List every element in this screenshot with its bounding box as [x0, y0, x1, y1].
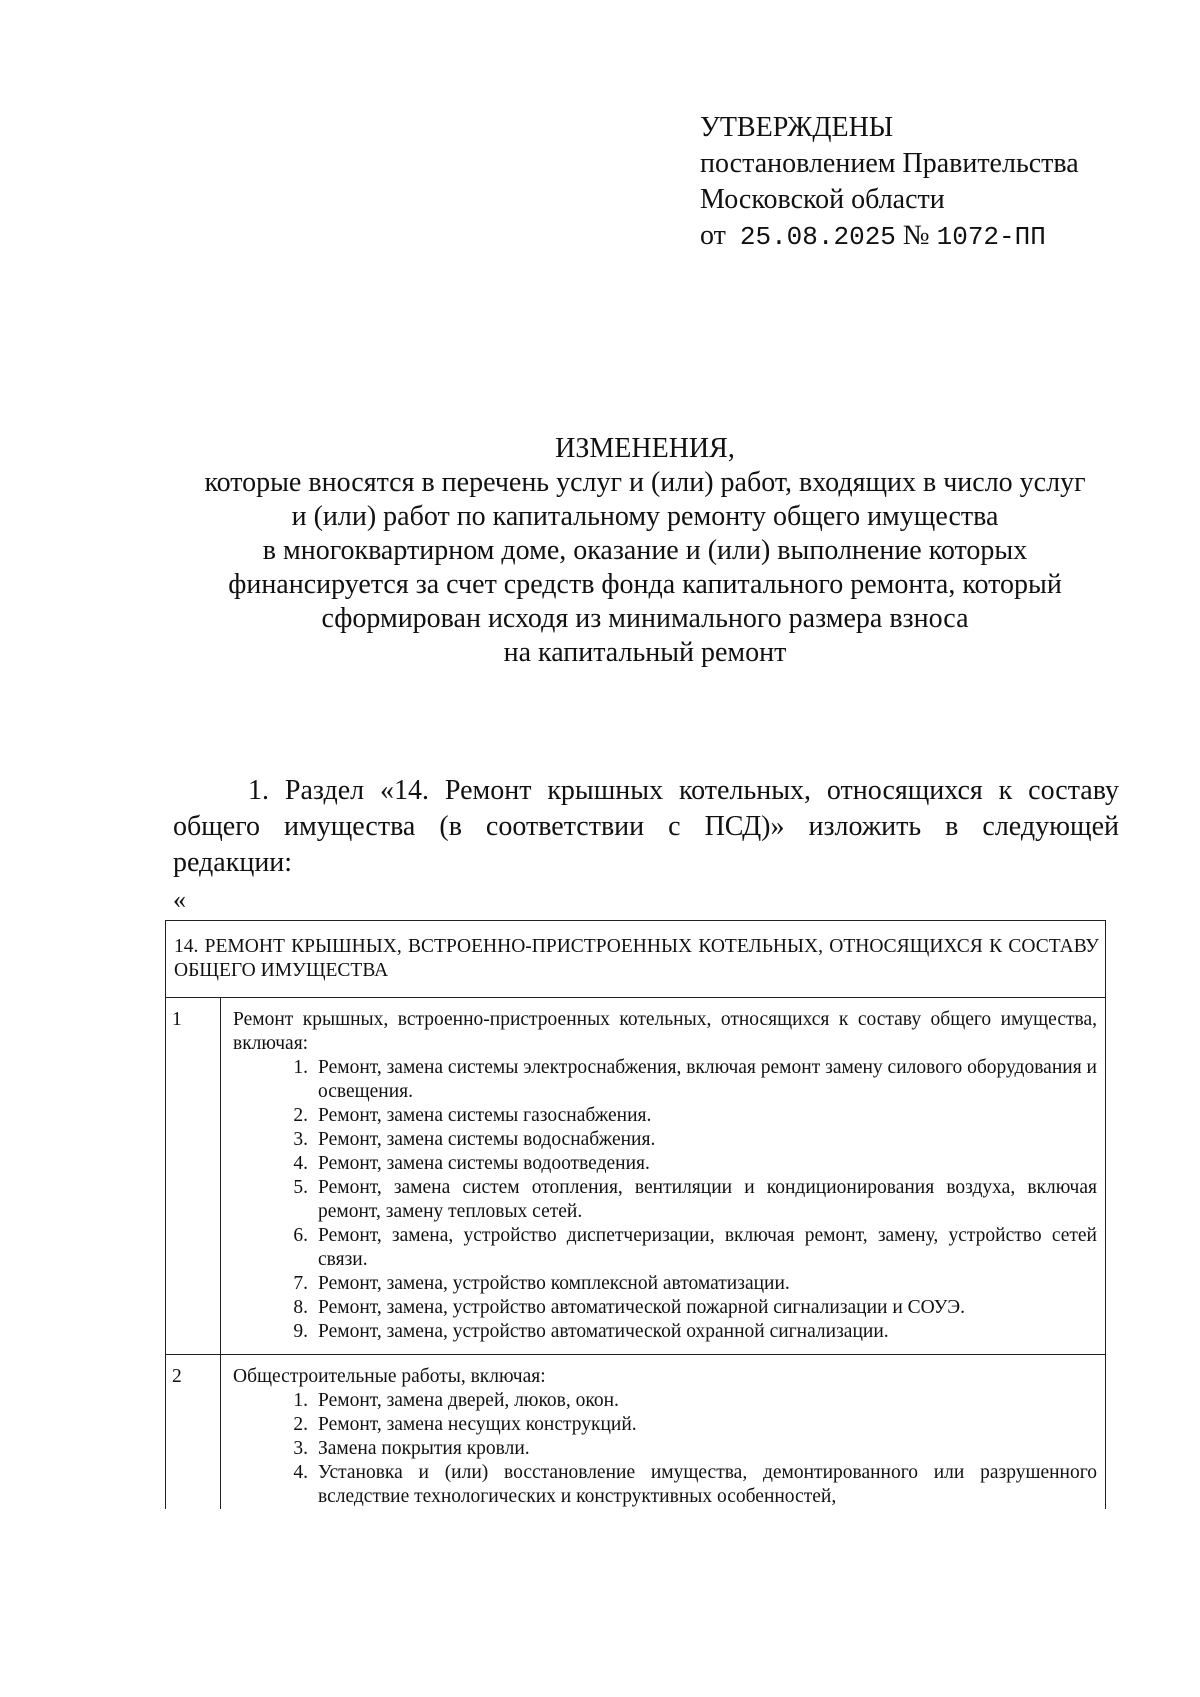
- list-item: [233, 1389, 1097, 1413]
- table-header-cell: 14. РЕМОНТ КРЫШНЫХ, ВСТРОЕННО-ПРИСТРОЕННЫХ КОТЕЛЬНЫХ, ОТНОСЯЩИХСЯ К СОСТАВУ ОБЩЕГО ИМУЩЕСТВА: [166, 921, 1106, 998]
- item-text: Ремонт, замена системы электроснабжения, включая ремонт замену силового оборудования и освещения.: [318, 1057, 1097, 1102]
- title-line: и (или) работ по капитальному ремонту общего имущества: [291, 501, 999, 532]
- item-number: 3.: [293, 1129, 308, 1150]
- approval-block: [700, 110, 1079, 255]
- title-line: финансируется за счет средств фонда капитального ремонта, который: [228, 569, 1062, 600]
- row-item-list: [233, 1389, 1097, 1509]
- list-item: [233, 1272, 1097, 1296]
- row-number: 1: [166, 998, 221, 1355]
- row-intro: Общестроительные работы, включая:: [233, 1366, 546, 1387]
- list-item: [233, 1128, 1097, 1152]
- item-text: Ремонт, замена дверей, люков, окон.: [318, 1390, 619, 1411]
- title-line: в многоквартирном доме, оказание и (или) выполнение которых: [262, 535, 1028, 566]
- list-item: [233, 1176, 1097, 1224]
- row-number: 2: [166, 1355, 221, 1510]
- item-number: 2.: [293, 1414, 308, 1435]
- item-text: Ремонт, замена системы водоснабжения.: [318, 1129, 656, 1150]
- item-text: Ремонт, замена, устройство диспетчеризации, включая ремонт, замену, устройство сетей связи.: [318, 1225, 1097, 1270]
- item-text: Ремонт, замена, устройство комплексной автоматизации.: [318, 1273, 790, 1294]
- title-heading: ИЗМЕНЕНИЯ,: [555, 433, 735, 464]
- approval-heading: УТВЕРЖДЕНЫ: [700, 112, 894, 143]
- list-item: [233, 1224, 1097, 1272]
- item-number: 9.: [293, 1321, 308, 1342]
- item-text: Ремонт, замена, устройство автоматической охранной сигнализации.: [318, 1321, 889, 1342]
- item-number: 3.: [293, 1438, 308, 1459]
- row-item-list: [233, 1056, 1097, 1344]
- approval-line-2: Московской области: [700, 184, 945, 215]
- item-number: 8.: [293, 1297, 308, 1318]
- number-value: 1072-ПП: [936, 222, 1046, 252]
- paragraph-line: общего имущества (в соответствии с ПСД)» изложить в следующей: [173, 811, 1119, 842]
- table-header-row: [166, 921, 1106, 998]
- list-item: [233, 1152, 1097, 1176]
- list-item: [233, 1461, 1097, 1509]
- date-prefix: от: [700, 220, 726, 251]
- list-item: [233, 1104, 1097, 1128]
- list-item: [233, 1320, 1097, 1344]
- row-intro: Ремонт крышных, встроенно-пристроенных котельных, относящихся к составу общего имущества, включая:: [233, 1009, 1097, 1054]
- item-number: 7.: [293, 1273, 308, 1294]
- list-item: [233, 1056, 1097, 1104]
- item-text: Установка и (или) восстановление имущества, демонтированного или разрушенного вследствие технологических и конструктивных особенностей,: [318, 1462, 1097, 1507]
- item-text: Ремонт, замена несущих конструкций.: [318, 1414, 637, 1435]
- item-text: Ремонт, замена системы газоснабжения.: [318, 1105, 652, 1126]
- title-line: на капитальный ремонт: [503, 637, 787, 668]
- row-content: [221, 1355, 1106, 1510]
- row-content: [221, 998, 1106, 1355]
- approval-date-line: [700, 218, 1079, 255]
- paragraph-line: 1. Раздел «14. Ремонт крышных котельных, относящихся к составу: [248, 775, 1119, 806]
- list-item: [233, 1437, 1097, 1461]
- paragraph-line: редакции:: [173, 847, 293, 878]
- item-text: Ремонт, замена системы водоотведения.: [318, 1153, 650, 1174]
- number-sign: №: [902, 220, 930, 251]
- item-text: Ремонт, замена, устройство автоматической пожарной сигнализации и СОУЭ.: [318, 1297, 965, 1318]
- table-row: [166, 998, 1106, 1355]
- title-line: которые вносятся в перечень услуг и (или) работ, входящих в число услуг: [204, 467, 1086, 498]
- item-number: 4.: [293, 1153, 308, 1174]
- document-title: [160, 432, 1130, 670]
- approval-line-1: постановлением Правительства: [700, 148, 1079, 179]
- item-text: Ремонт, замена систем отопления, вентиляции и кондиционирования воздуха, включая ремонт, замену тепловых сетей.: [318, 1177, 1097, 1222]
- date-value: 25.08.2025: [739, 222, 896, 252]
- item-number: 1.: [293, 1057, 308, 1078]
- list-item: [233, 1296, 1097, 1320]
- table-row: [166, 1355, 1106, 1510]
- opening-quote: «: [173, 885, 186, 914]
- list-item: [233, 1413, 1097, 1437]
- item-number: 1.: [293, 1390, 308, 1411]
- item-text: Замена покрытия кровли.: [318, 1438, 530, 1459]
- item-number: 6.: [293, 1225, 308, 1246]
- item-number: 4.: [293, 1462, 308, 1483]
- services-table: [165, 920, 1106, 1509]
- title-line: сформирован исходя из минимального размера взноса: [321, 603, 969, 634]
- item-number: 5.: [293, 1177, 308, 1198]
- item-number: 2.: [293, 1105, 308, 1126]
- amendment-paragraph: [173, 773, 1119, 881]
